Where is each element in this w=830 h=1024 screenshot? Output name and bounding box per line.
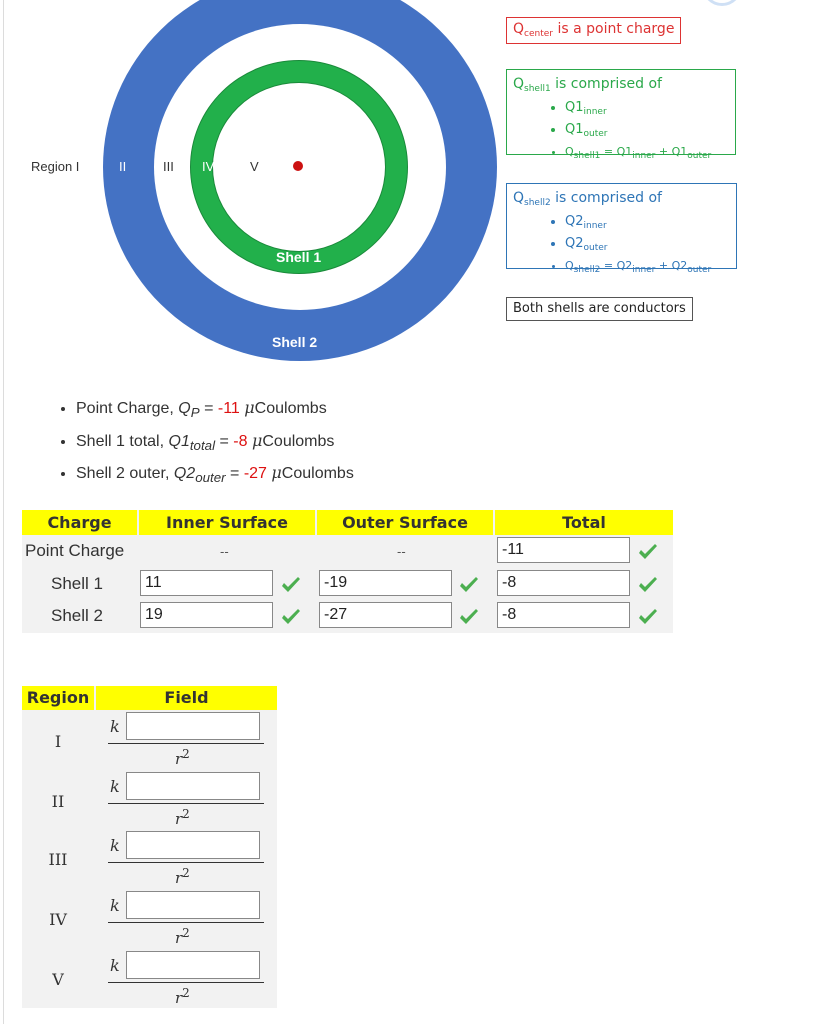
- r-squared: $r^2$: [175, 807, 190, 828]
- row-label-point-charge: Point Charge: [25, 541, 125, 560]
- note-q: Q: [513, 21, 525, 37]
- header-inner-surface: Inner Surface: [139, 510, 315, 535]
- shell1-components: [513, 99, 729, 165]
- shell-1-label: Shell 1: [276, 249, 322, 265]
- point-charge-dot: [293, 161, 303, 171]
- shell-diagram: [0, 0, 500, 370]
- region-label: IV: [49, 910, 67, 929]
- given-values-list: [58, 398, 354, 496]
- header-field: Field: [96, 686, 277, 710]
- shell2-outer-input[interactable]: [319, 602, 452, 628]
- k-constant: k: [110, 896, 120, 915]
- r-squared: $r^2$: [175, 866, 190, 887]
- row-label-shell-1: Shell 1: [51, 574, 103, 593]
- note-q-sub: shell2: [524, 198, 551, 208]
- checkmark-icon: [281, 609, 301, 625]
- shell-2-label: Shell 2: [272, 334, 318, 350]
- charge-table: [22, 510, 673, 633]
- field-input-region-ii[interactable]: [126, 772, 260, 800]
- note-text: is comprised of: [555, 190, 662, 206]
- note-text: is comprised of: [555, 76, 662, 92]
- fraction-bar: [108, 803, 264, 804]
- given-point-charge: • Point Charge, $Q_P = -11$ μCoulombs: [76, 398, 354, 431]
- field-input-region-v[interactable]: [126, 951, 260, 979]
- field-input-region-iv[interactable]: [126, 891, 260, 919]
- k-constant: k: [110, 956, 120, 975]
- list-item: • $Q2_{outer}$: [565, 235, 730, 257]
- shell2-inner-input[interactable]: [140, 602, 273, 628]
- checkmark-icon: [638, 609, 658, 625]
- fraction-bar: [108, 982, 264, 983]
- inner-na: --: [220, 544, 229, 559]
- list-item: • $Q_{shell1} = Q1_{inner} + Q1_{outer}$: [565, 143, 729, 165]
- header-charge: Charge: [22, 510, 137, 535]
- fraction-bar: [108, 862, 264, 863]
- point-charge-total-input[interactable]: [497, 537, 630, 563]
- region-ii-label: II: [119, 159, 127, 174]
- k-constant: k: [110, 836, 120, 855]
- checkmark-icon: [459, 609, 479, 625]
- shell2-components: [513, 213, 730, 279]
- shell1-note: [506, 69, 736, 161]
- list-item: • $Q1_{inner}$: [565, 99, 729, 121]
- region-label: II: [51, 792, 65, 811]
- note-q: Q: [513, 76, 525, 92]
- list-item: • $Q1_{outer}$: [565, 121, 729, 143]
- fraction-bar: [108, 922, 264, 923]
- k-constant: k: [110, 777, 120, 796]
- center-charge-note: [506, 17, 681, 44]
- checkmark-icon: [638, 577, 658, 593]
- header-outer-surface: Outer Surface: [317, 510, 493, 535]
- region-i-label: Region I: [31, 159, 80, 174]
- checkmark-icon: [459, 577, 479, 593]
- field-table: [22, 686, 277, 1008]
- checkmark-icon: [281, 577, 301, 593]
- field-input-region-i[interactable]: [126, 712, 260, 740]
- list-item: • $Q_{shell2} = Q2_{inner} + Q2_{outer}$: [565, 257, 730, 279]
- region-iv-label: IV: [202, 159, 215, 174]
- region-label: V: [52, 970, 64, 989]
- shell2-total-input[interactable]: [497, 602, 630, 628]
- region-iii-label: III: [163, 159, 174, 174]
- note-q-sub: shell1: [524, 84, 551, 94]
- note-text: is a point charge: [557, 21, 675, 37]
- header-region: Region: [22, 686, 94, 710]
- header-total: Total: [495, 510, 673, 535]
- row-label-shell-2: Shell 2: [51, 606, 103, 625]
- note-q-sub: center: [524, 29, 553, 39]
- r-squared: $r^2$: [175, 926, 190, 947]
- shell1-inner-input[interactable]: [140, 570, 273, 596]
- corner-ring-icon: [702, 0, 742, 6]
- outer-na: --: [397, 544, 406, 559]
- k-constant: k: [110, 717, 120, 736]
- list-item: • $Q2_{inner}$: [565, 213, 730, 235]
- checkmark-icon: [638, 544, 658, 560]
- given-shell1-total: • Shell 1 total, $Q1_{total} = -8$ μCoulombs: [76, 431, 354, 464]
- r-squared: $r^2$: [175, 986, 190, 1007]
- shell2-note: [506, 183, 737, 275]
- shell1-total-input[interactable]: [497, 570, 630, 596]
- region-label: III: [48, 850, 68, 869]
- region-label: I: [54, 732, 62, 751]
- r-squared: $r^2$: [175, 747, 190, 768]
- region-v-label: V: [250, 159, 259, 174]
- fraction-bar: [108, 743, 264, 744]
- field-input-region-iii[interactable]: [126, 831, 260, 859]
- given-shell2-outer: • Shell 2 outer, $Q2_{outer} = -27$ μCoulombs: [76, 463, 354, 496]
- conductors-note: Both shells are conductors: [506, 297, 693, 321]
- note-q: Q: [513, 190, 525, 206]
- shell1-outer-input[interactable]: [319, 570, 452, 596]
